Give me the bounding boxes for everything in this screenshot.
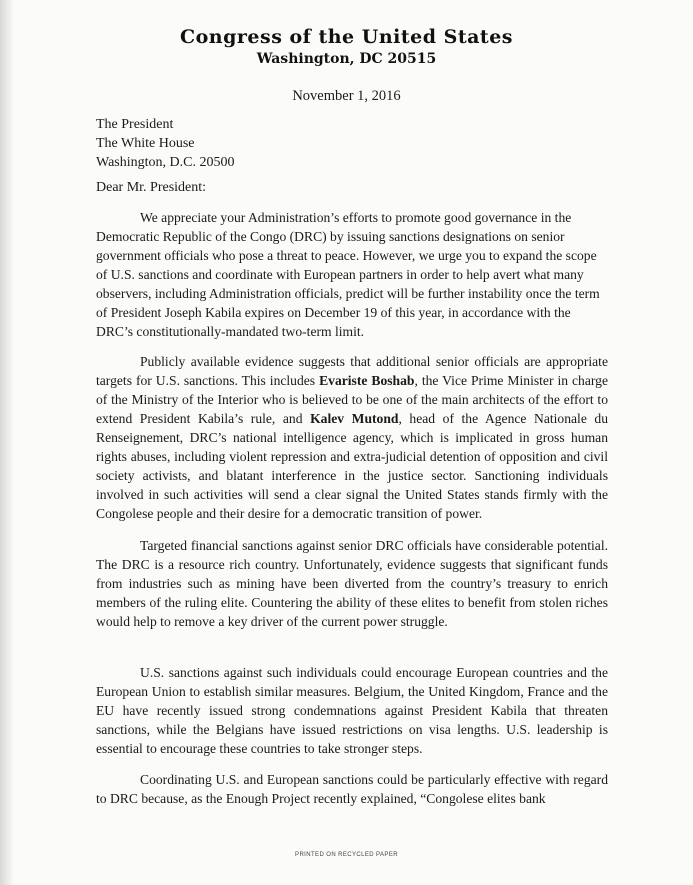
letterhead bbox=[0, 26, 693, 67]
official-name-boshab: Evariste Boshab bbox=[319, 373, 415, 388]
paragraph-3: Targeted financial sanctions against senior DRC officials have considerable potential. The DRC is a resource rich country. Unfortunately, evidence suggests that significant funds from industries such as mining have been diverted from the country’s treasury to enrich members of the ruling elite. Countering the ability of these elites to benefit from stolen riches would help to remove a key driver of the current power struggle. bbox=[96, 538, 608, 629]
paragraph-2-text: Publicly available evidence suggests that additional senior officials are appropriate targets for U.S. sanctions. This includes bbox=[96, 354, 608, 388]
official-name-mutond: Kalev Mutond bbox=[310, 411, 399, 426]
letterhead-title: Congress of the United States bbox=[180, 26, 513, 48]
recipient-address bbox=[96, 115, 606, 172]
letterhead-city: Washington, DC 20515 bbox=[256, 51, 437, 67]
paragraph-5: Coordinating U.S. and European sanctions could be particularly effective with regard to DRC because, as the Enough Project recently explained, “Congolese elites bank bbox=[96, 772, 608, 806]
paragraph-2 bbox=[96, 352, 608, 523]
address-line: Washington, D.C. 20500 bbox=[96, 155, 235, 170]
paragraph-2-text: , the Vice Prime Minister in charge of the Ministry of the Interior who is believed to be one of the main architects of the effort to extend President Kabila’s rule, and bbox=[96, 373, 608, 426]
page-shadow bbox=[0, 0, 14, 885]
letter-date: November 1, 2016 bbox=[292, 88, 401, 104]
paragraph-2-text: , head of the Agence Nationale du Renseignement, DRC’s national intelligence agency, which is implicated in gross human rights abuses, including violent repression and extra-judicial detention of opposition and civil society activists, and blatant interference in the justice sector. Sanctioning individuals involved in such activities will send a clear signal the United States stands firmly with the Congolese people and their desire for a democratic transition of power. bbox=[96, 411, 609, 521]
paragraph-4: U.S. sanctions against such individuals could encourage European countries and the European Union to establish similar measures. Belgium, the United Kingdom, France and the EU have recently issued strong condemnations against President Kabila that threaten sanctions, while the Belgians have issued restrictions on visa lengths. U.S. leadership is essential to encourage these countries to take stronger steps. bbox=[96, 665, 608, 756]
paragraph-1: We appreciate your Administration’s efforts to promote good governance in the Democratic Republic of the Congo (DRC) by issuing sanctions designations on senior government officials who pose a threat to peace. However, we urge you to expand the scope of U.S. sanctions and coordinate with European partners in order to help avert what many observers, including Administration officials, predict will be further instability once the term of President Joseph Kabila expires on December 19 of this year, in accordance with the DRC’s constitutionally-mandated two-term limit. bbox=[96, 210, 600, 339]
address-line: The President bbox=[96, 117, 174, 132]
salutation: Dear Mr. President: bbox=[96, 180, 207, 195]
recycled-paper-footer: PRINTED ON RECYCLED PAPER bbox=[295, 852, 398, 858]
address-line: The White House bbox=[96, 136, 195, 151]
